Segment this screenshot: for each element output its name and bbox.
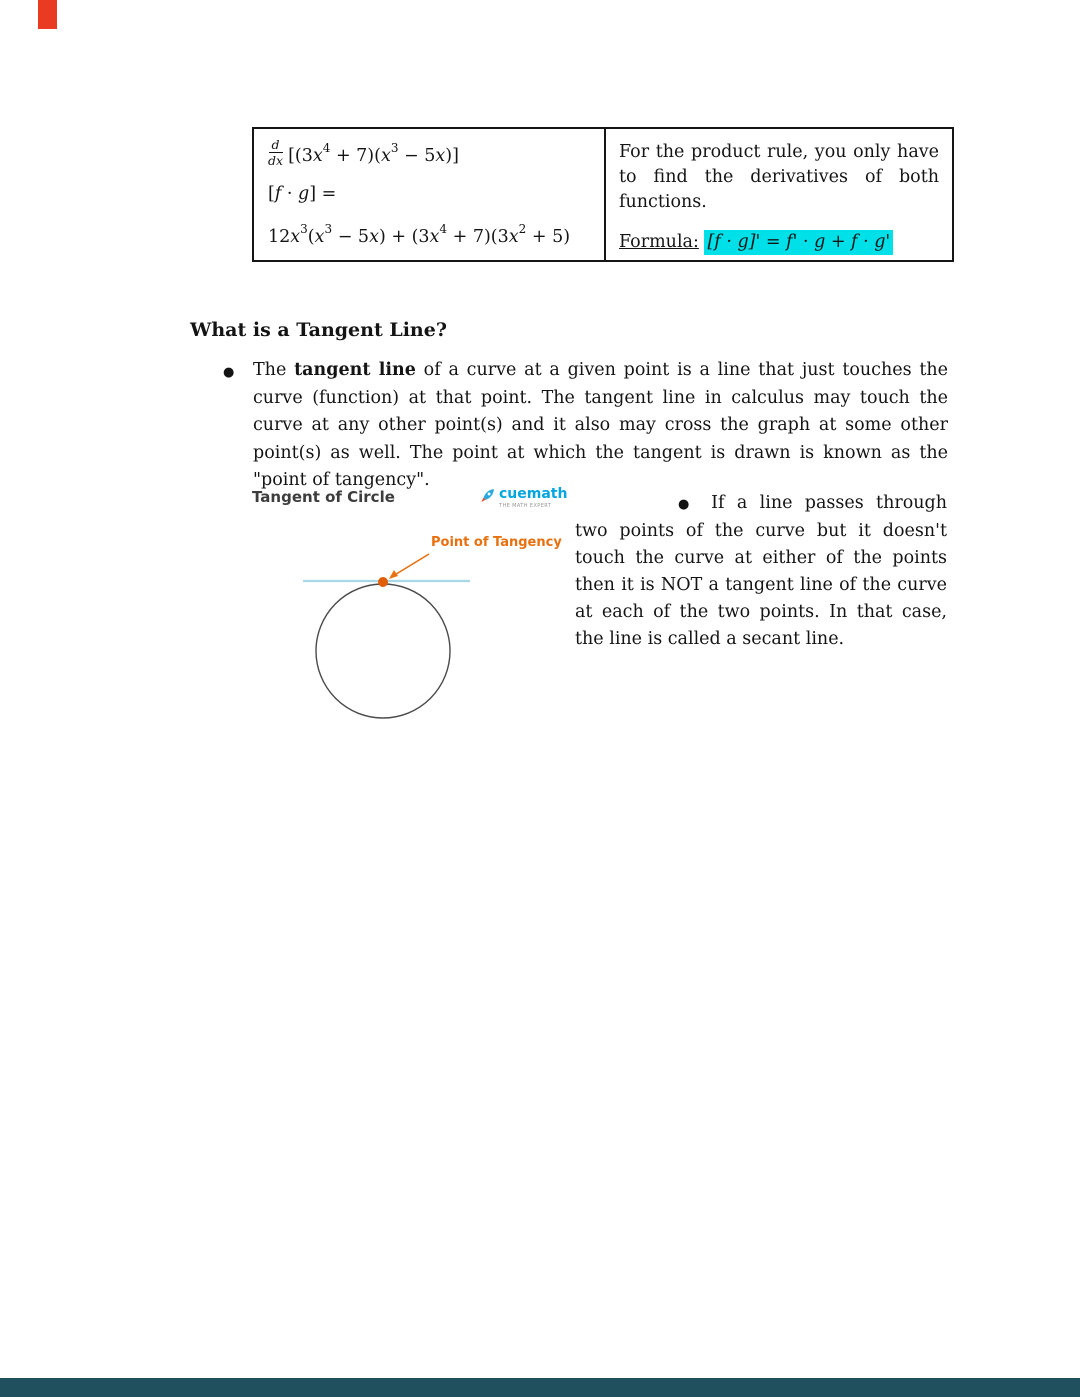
derivative-result: $12x^3(x^3 - 5x) + (3x^4 + 7)(3x^2 + 5)$ — [268, 222, 571, 247]
d-dx-fraction — [268, 138, 283, 167]
circle-shape — [316, 584, 450, 718]
bullet-glyph: ● — [678, 497, 697, 512]
left-edge-red-marker — [38, 0, 57, 29]
fraction-numerator: d — [269, 138, 283, 153]
derivative-expression-body: $[(3x^4 + 7)(x^3 - 5x)]$ — [288, 141, 459, 166]
secant-line-text: If a line passes through two points of the curve but it doesn't touch the curve at either of the points then it is NOT a tangent line of the curve at each of the two points. In that case, the line is called a secant line. — [575, 493, 948, 649]
product-rule-formula: Formula: [f · g]' = f' · g + f · g' — [619, 230, 939, 255]
cuemath-wordmark-block — [499, 487, 567, 509]
tangency-point-dot — [378, 577, 388, 587]
fraction-denominator: dx — [268, 153, 284, 169]
figure-title: Tangent of Circle — [252, 488, 395, 506]
point-of-tangency-label: Point of Tangency — [431, 535, 562, 550]
bullet-glyph: ● — [223, 365, 235, 380]
table-cell-note — [606, 129, 952, 260]
cuemath-wordmark: cuemath — [499, 486, 568, 502]
rocket-icon — [479, 487, 496, 504]
tangent-circle-diagram — [290, 545, 490, 730]
pointer-arrow-line — [393, 554, 429, 576]
fg-product-equals: [f · g] = — [268, 183, 337, 204]
cuemath-logo — [479, 487, 567, 509]
tangent-definition-paragraph: The tangent line of a curve at a given point is a line that just touches the curve (function) at that point. The tangent line in calculus may touch the curve at any other point(s) and it also may cross the graph at some other point(s) as well. The point at which the tangent is drawn is known as the "point of tangency". — [253, 360, 948, 490]
pointer-arrow-head — [389, 570, 398, 579]
product-rule-table — [252, 127, 954, 262]
section-heading: What is a Tangent Line? — [190, 319, 447, 341]
product-rule-note: For the product rule, you only have to find the derivatives of both functions. — [619, 142, 939, 212]
derivative-expression — [268, 136, 594, 170]
table-cell-derivation — [254, 129, 606, 260]
bottom-edge-bar — [0, 1378, 1080, 1397]
cuemath-tagline: THE MATH EXPERT — [499, 503, 552, 509]
secant-line-paragraph — [575, 490, 947, 653]
